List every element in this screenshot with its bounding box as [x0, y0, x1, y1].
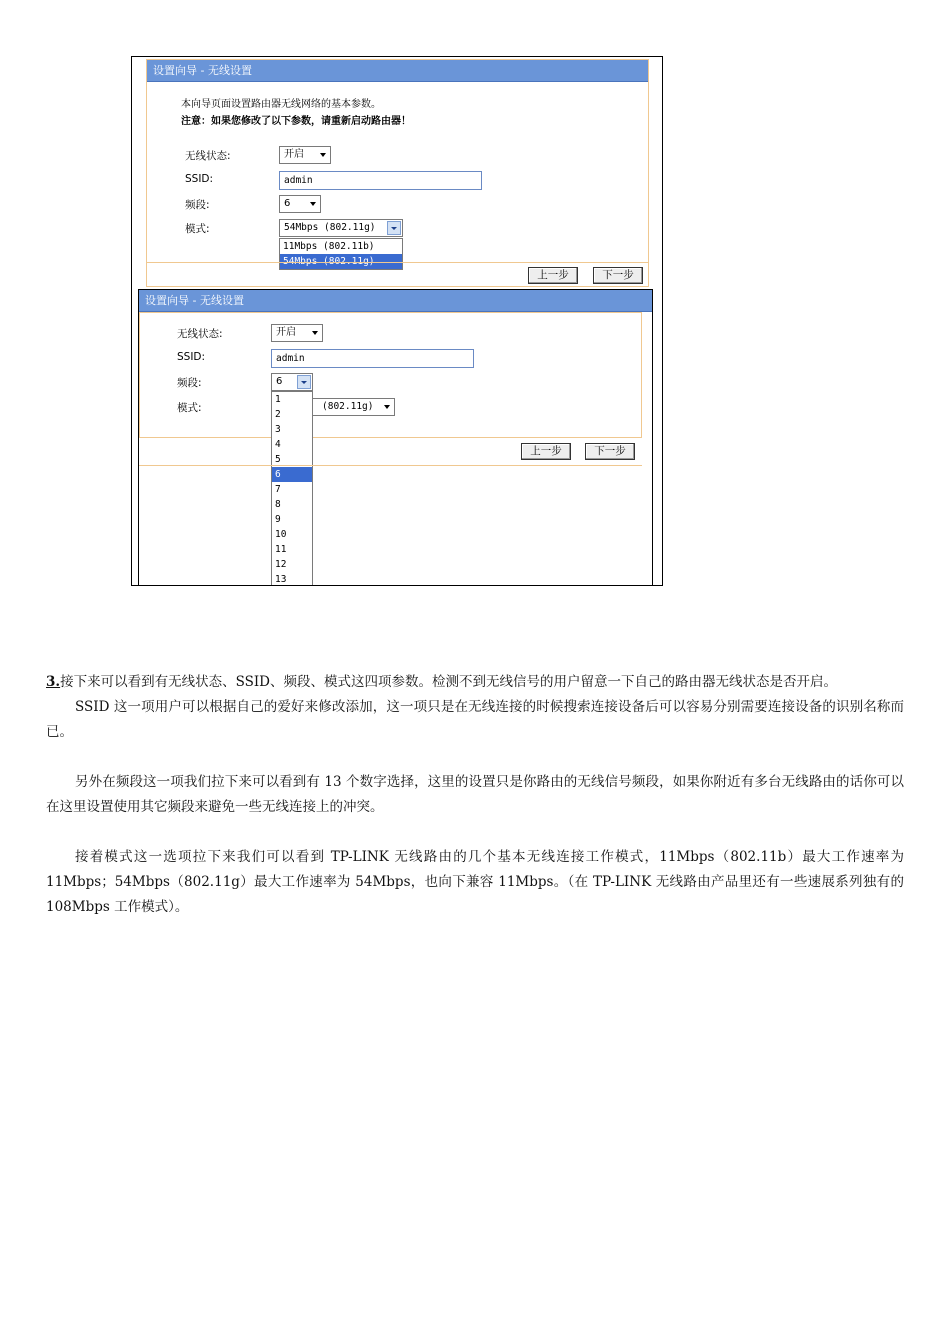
article-paragraph-4: 接着模式这一选项拉下来我们可以看到 TP-LINK 无线路由的几个基本无线连接工作模式，11Mbps（802.11b）最大工作速率为 11Mbps；54Mbps（802.11g）最大工作速率为 54Mbps，也向下兼容 11Mbps。（在 TP-LINK 无线路由产品里还有一些速展系列独有的 108Mbps 工作模式）。: [46, 849, 904, 915]
dropdown-arrow-icon: [384, 405, 390, 409]
intro-text: [181, 96, 411, 130]
channel-label: 频段:: [185, 199, 210, 211]
mode-value: 54Mbps (802.11g): [284, 222, 376, 233]
wireless-status-value: 开启: [284, 149, 304, 160]
wireless-status-select[interactable]: [279, 146, 331, 164]
prev-button[interactable]: 上一步: [521, 443, 571, 460]
channel-label: 频段:: [177, 377, 202, 389]
mode-label: 模式:: [177, 402, 202, 414]
channel-option[interactable]: 8: [275, 499, 281, 510]
channel-option[interactable]: 9: [275, 514, 281, 525]
dropdown-arrow-icon: [312, 331, 318, 335]
channel-option-selected[interactable]: 6: [272, 467, 312, 482]
mode-select[interactable]: [279, 219, 403, 237]
panel-title: 设置向导 - 无线设置: [147, 60, 648, 82]
channel-value: 6: [276, 376, 283, 387]
channel-select[interactable]: [271, 373, 313, 391]
channel-option[interactable]: 1: [275, 394, 281, 405]
channel-option[interactable]: 10: [275, 529, 287, 540]
ssid-label: SSID:: [177, 351, 206, 363]
channel-select[interactable]: [279, 195, 321, 213]
panel-divider: [147, 262, 648, 263]
paragraph-text: 接下来可以看到有无线状态、SSID、频段、模式这四项参数。检测不到无线信号的用户留意一下自己的路由器无线状态是否开启。: [60, 674, 838, 690]
channel-value: 6: [284, 198, 291, 209]
article-paragraph-2: SSID 这一项用户可以根据自己的爱好来修改添加，这一项只是在无线连接的时候搜索连接设备后可以容易分别需要连接设备的识别名称而已。: [46, 699, 904, 740]
ssid-input[interactable]: admin: [271, 349, 474, 368]
wireless-status-label: 无线状态:: [185, 150, 231, 162]
mode-label: 模式:: [185, 223, 210, 235]
channel-option[interactable]: 4: [275, 439, 281, 450]
wizard-panel-top: [146, 59, 649, 287]
dropdown-button-icon[interactable]: [297, 375, 311, 389]
step-number: 3.: [46, 674, 61, 690]
dropdown-arrow-icon: [320, 153, 326, 157]
article-paragraph-1: [46, 670, 904, 695]
wireless-status-value: 开启: [276, 327, 296, 338]
ssid-input[interactable]: admin: [279, 171, 482, 190]
channel-option[interactable]: 12: [275, 559, 287, 570]
prev-button[interactable]: 上一步: [528, 267, 578, 284]
wizard-panel-bottom: [138, 289, 653, 586]
ssid-label: SSID:: [185, 173, 214, 185]
warning-line: 注意：如果您修改了以下参数，请重新启动路由器！: [181, 116, 411, 127]
panel-divider: [139, 465, 642, 466]
mode-options-list[interactable]: [279, 238, 403, 270]
dropdown-arrow-icon: [310, 202, 316, 206]
channel-option[interactable]: 7: [275, 484, 281, 495]
channel-options-list[interactable]: [271, 391, 313, 586]
dropdown-button-icon[interactable]: [387, 221, 401, 235]
next-button[interactable]: 下一步: [585, 443, 635, 460]
channel-option[interactable]: 2: [275, 409, 281, 420]
intro-line: 本向导页面设置路由器无线网络的基本参数。: [181, 99, 381, 110]
channel-option[interactable]: 3: [275, 424, 281, 435]
article-paragraph-3: 另外在频段这一项我们拉下来可以看到有 13 个数字选择，这里的设置只是你路由的无线信号频段，如果你附近有多台无线路由的话你可以在这里设置使用其它频段来避免一些无线连接上的冲突。: [46, 774, 904, 815]
wireless-status-select[interactable]: [271, 324, 323, 342]
channel-option[interactable]: 11: [275, 544, 287, 555]
channel-option[interactable]: 13: [275, 574, 287, 585]
mode-value: (802.11g): [322, 401, 374, 412]
screenshot-frame: [131, 56, 663, 586]
panel-title: 设置向导 - 无线设置: [139, 290, 652, 312]
channel-option[interactable]: 5: [275, 454, 281, 465]
wireless-status-label: 无线状态:: [177, 328, 223, 340]
mode-option[interactable]: 11Mbps (802.11b): [283, 241, 375, 252]
next-button[interactable]: 下一步: [593, 267, 643, 284]
